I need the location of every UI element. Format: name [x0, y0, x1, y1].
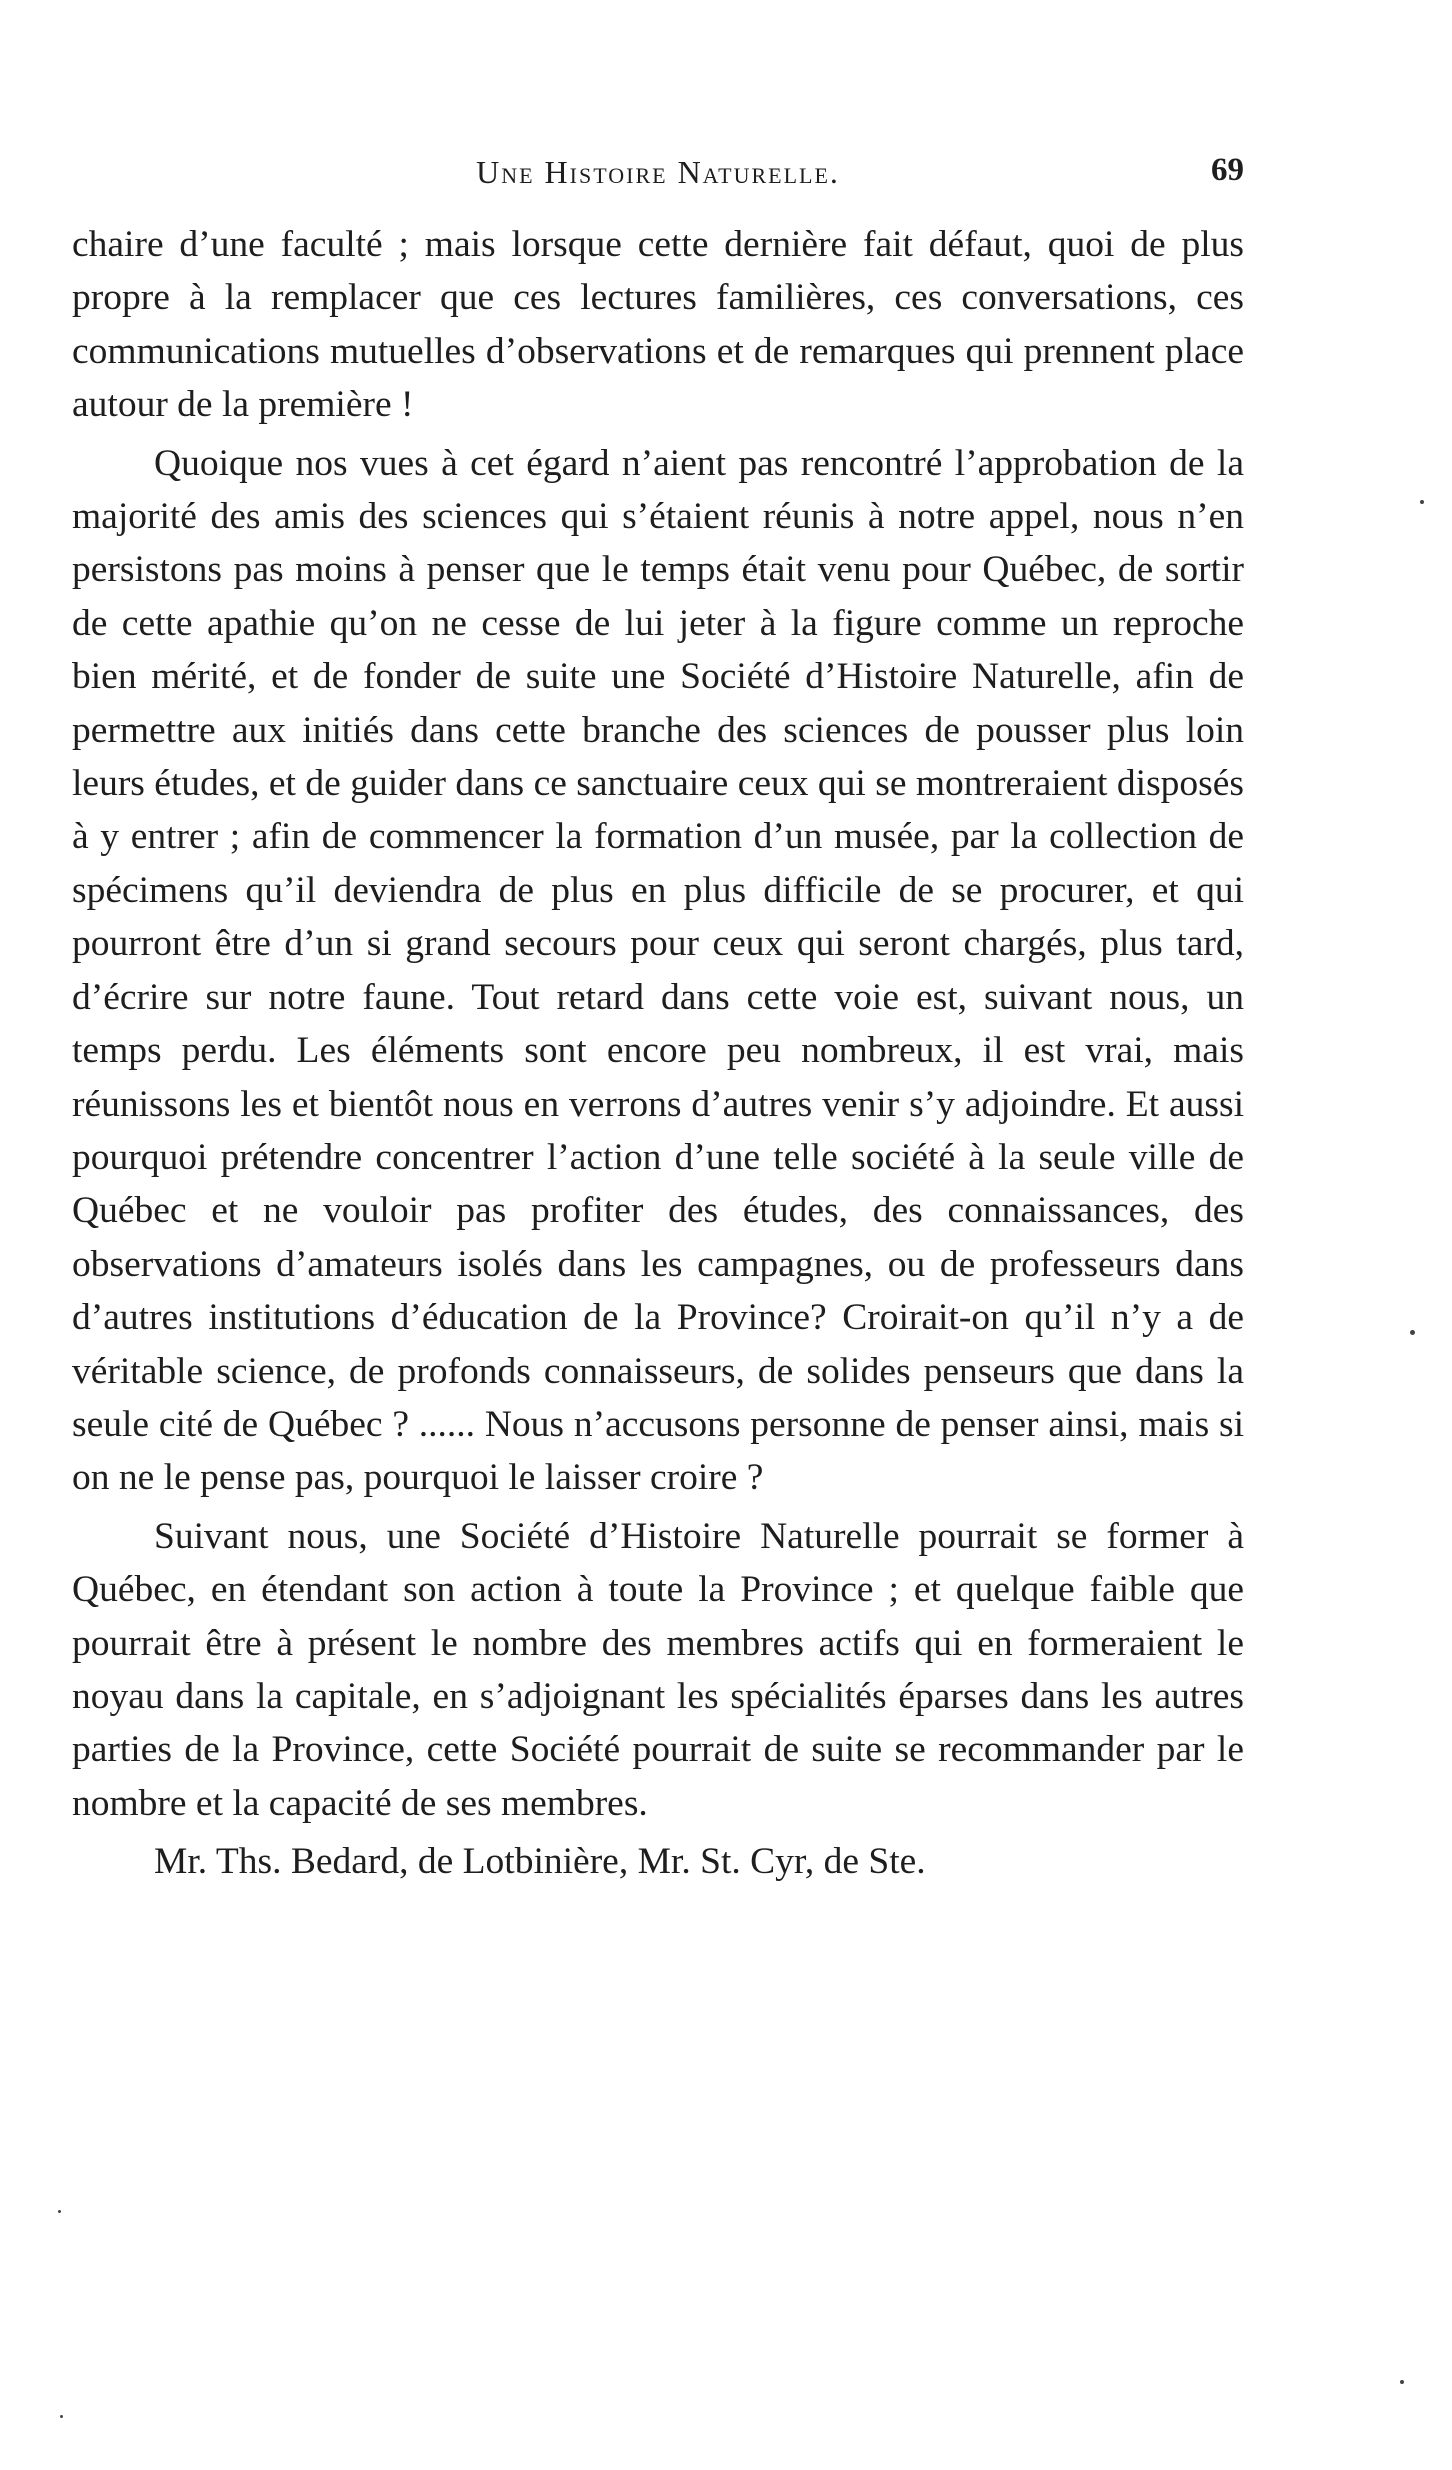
- body-text: [72, 218, 1244, 1889]
- scan-speck: [1410, 1330, 1415, 1335]
- scan-speck: [58, 2210, 61, 2213]
- paragraph-continuation: chaire d’une faculté ; mais lorsque cette dernière fait défaut, quoi de plus propre à la remplacer que ces lectures familières, ces conversations, ces communications mutuelles d’observations et de remarques qui prennent place autour de la première !: [72, 224, 1244, 426]
- paragraph-last-line: Mr. Ths. Bedard, de Lotbinière, Mr. St. Cyr, de Ste.: [154, 1841, 926, 1883]
- scan-speck: [60, 2415, 63, 2418]
- scan-speck: [1400, 2380, 1404, 2384]
- book-page: [72, 150, 1244, 1889]
- running-head: [72, 150, 1244, 200]
- running-title: Une Histoire Naturelle.: [476, 154, 840, 190]
- paragraph: Quoique nos vues à cet égard n’aient pas rencontré l’approbation de la majorité des amis des sciences qui s’étaient réunis à notre appel, nous n’en persistons pas moins à penser que le temps était venu pour Québec, de sortir de cette apathie qu’on ne cesse de lui jeter à la figure comme un reproche bien mérité, et de fonder de suite une Société d’Histoire Naturelle, afin de permettre aux initiés dans cette branche des sciences de pousser plus loin leurs études, et de guider dans ce sanctuaire ceux qui se montreraient disposés à y entrer ; afin de commencer la formation d’un musée, par la collection de spécimens qu’il deviendra de plus en plus difficile de se procurer, et qui pourront être d’un si grand secours pour ceux qui seront chargés, plus tard, d’écrire sur notre faune. Tout retard dans cette voie est, suivant nous, un temps perdu. Les éléments sont encore peu nombreux, il est vrai, mais réunissons les et bientôt nous en verrons d’autres venir s’y adjoindre. Et aussi pourquoi prétendre concentrer l’action d’une telle société à la seule ville de Québec et ne vouloir pas profiter des études, des connaissances, des observations d’amateurs isolés dans les campagnes, ou de professeurs dans d’autres institutions d’éducation de la Province? Croirait-on qu’il n’y a de véritable science, de profonds connaisseurs, de solides penseurs que dans la seule cité de Québec ? ...... Nous n’accusons personne de penser ainsi, mais si on ne le pense pas, pourquoi le laisser croire ?: [72, 442, 1244, 1499]
- page-number: 69: [1211, 152, 1244, 188]
- scan-speck: [1420, 500, 1424, 504]
- paragraph: Suivant nous, une Société d’Histoire Naturelle pourrait se former à Québec, en étendant son action à toute la Province ; et quelque faible que pourrait être à présent le nombre des membres actifs qui en formeraient le noyau dans la capitale, en s’adjoignant les spécialités éparses dans les autres parties de la Province, cette Société pourrait de suite se recommander par le nombre et la capacité de ses membres.: [72, 1515, 1244, 1824]
